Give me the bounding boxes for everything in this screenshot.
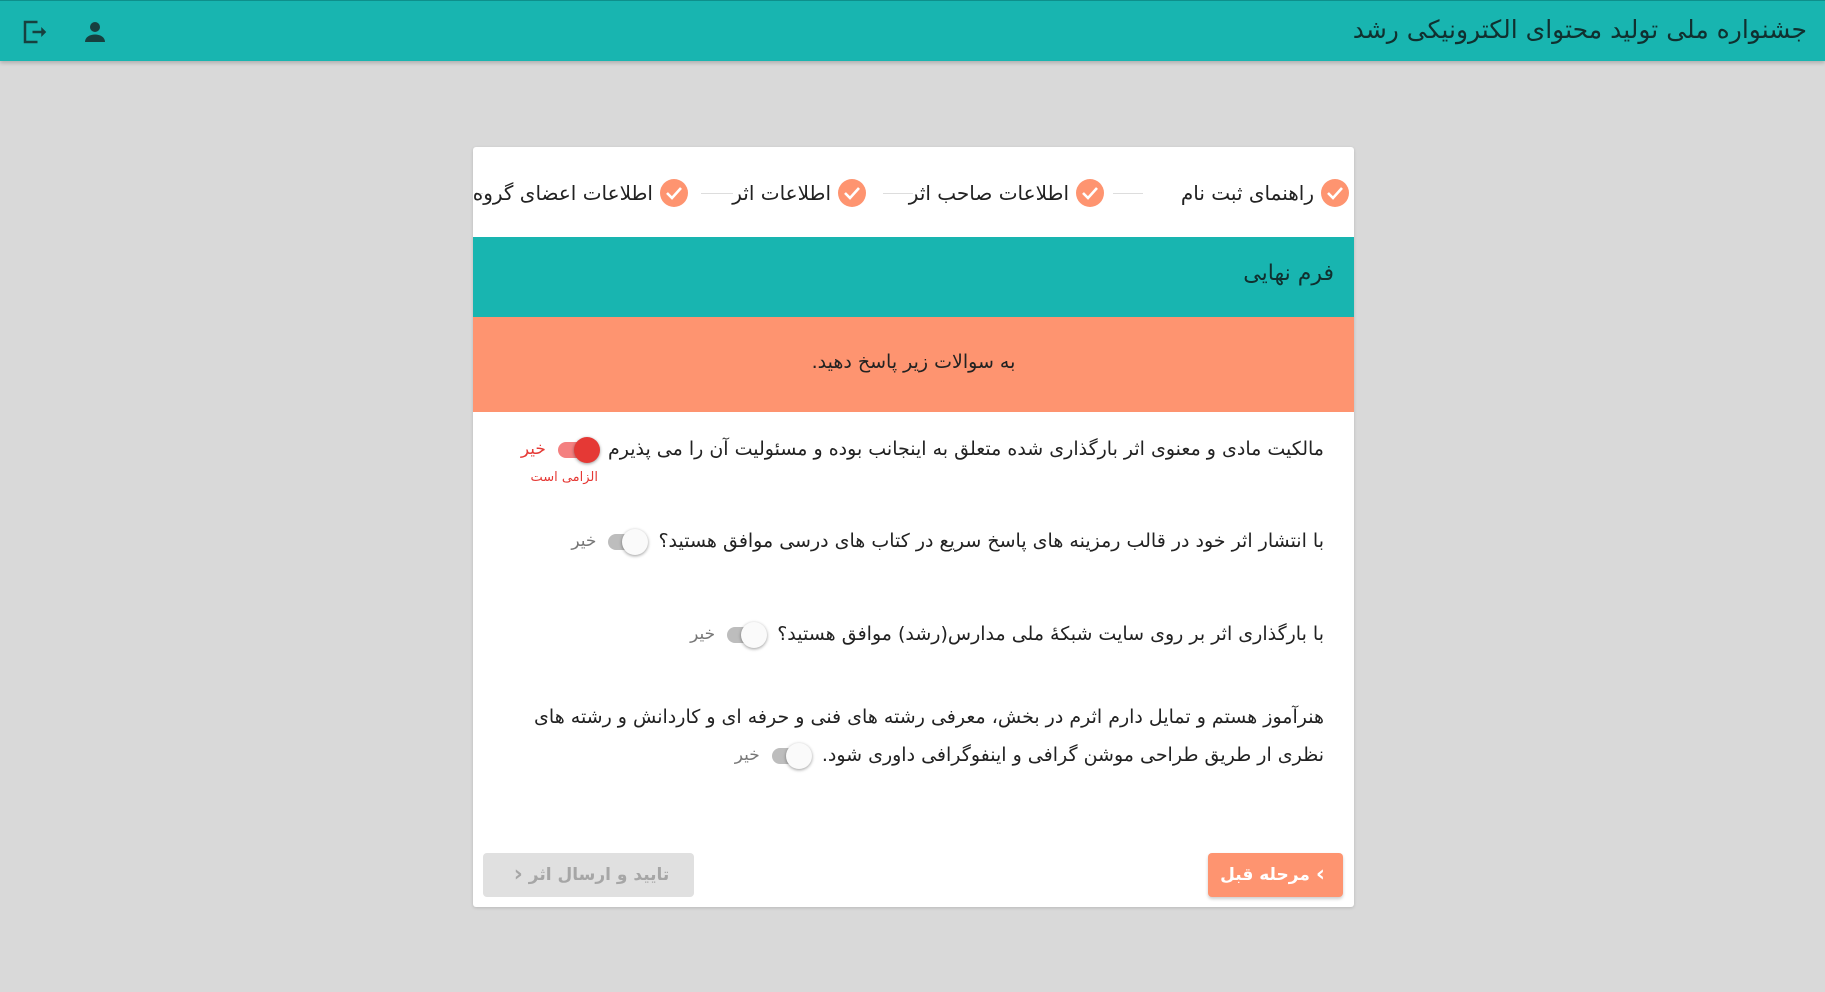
stepper (473, 147, 1354, 237)
previous-step-label: مرحله قبل (1220, 865, 1310, 885)
form-title: فرم نهایی (1243, 261, 1334, 286)
qr-publish-toggle[interactable] (606, 531, 650, 553)
logout-icon[interactable] (20, 17, 50, 47)
step-connector (701, 193, 733, 194)
step-label: اطلاعات اعضای گروه (473, 181, 653, 205)
question-text: با بارگذاری اثر بر روی سایت شبکهٔ ملی مدارس(رشد) موافق هستید؟ (777, 623, 1324, 645)
step-work-info[interactable] (732, 177, 866, 209)
submit-button[interactable] (483, 853, 694, 897)
question-text: نظری ار طریق طراحی موشن گرافی و اینفوگرافی داوری شود. (821, 744, 1324, 766)
chevron-right-icon: › (1315, 862, 1325, 887)
step-connector (1113, 193, 1143, 194)
roshd-upload-toggle[interactable] (725, 624, 769, 646)
step-registration-guide[interactable] (1181, 177, 1349, 209)
step-group-members[interactable] (473, 177, 688, 209)
step-owner-info[interactable] (909, 177, 1104, 209)
question-vocational (534, 698, 1324, 774)
ownership-toggle[interactable] (556, 439, 600, 461)
error-message: الزامی است (530, 470, 598, 485)
check-icon (1321, 179, 1349, 207)
app-header (0, 0, 1825, 61)
form-card (473, 147, 1354, 907)
section-header (473, 237, 1354, 317)
check-icon (1076, 179, 1104, 207)
previous-step-button[interactable] (1208, 853, 1343, 897)
app-title: جشنواره ملی تولید محتوای الکترونیکی رشد (1352, 15, 1807, 44)
question-ownership (521, 430, 1324, 468)
vocational-toggle[interactable] (770, 745, 814, 767)
question-roshd-upload (690, 615, 1324, 653)
question-text: هنرآموز هستم و تمایل دارم اثرم در بخش، معرفی رشته های فنی و حرفه ای و کاردانش و رشته های (534, 706, 1324, 728)
toggle-label: خیر (520, 439, 546, 459)
step-label: راهنمای ثبت نام (1180, 181, 1314, 205)
notice-text: به سوالات زیر پاسخ دهید. (811, 351, 1016, 373)
notice-banner (473, 317, 1354, 412)
submit-label: تایید و ارسال اثر (528, 865, 670, 885)
step-label: اطلاعات صاحب اثر (908, 181, 1069, 205)
toggle-label: خیر (734, 745, 760, 765)
question-text: مالکیت مادی و معنوی اثر بارگذاری شده متعلق به اینجانب بوده و مسئولیت آن را می پذیرم (607, 438, 1324, 460)
check-icon (660, 179, 688, 207)
toggle-label: خیر (690, 624, 716, 644)
question-qr-publish (571, 522, 1324, 560)
check-icon (838, 179, 866, 207)
toggle-label: خیر (571, 531, 597, 551)
person-icon[interactable] (80, 17, 110, 47)
question-text: با انتشار اثر خود در قالب رمزینه های پاسخ سریع در کتاب های درسی موافق هستید؟ (658, 530, 1324, 552)
step-label: اطلاعات اثر (732, 181, 831, 205)
chevron-left-icon: ‹ (513, 862, 523, 887)
